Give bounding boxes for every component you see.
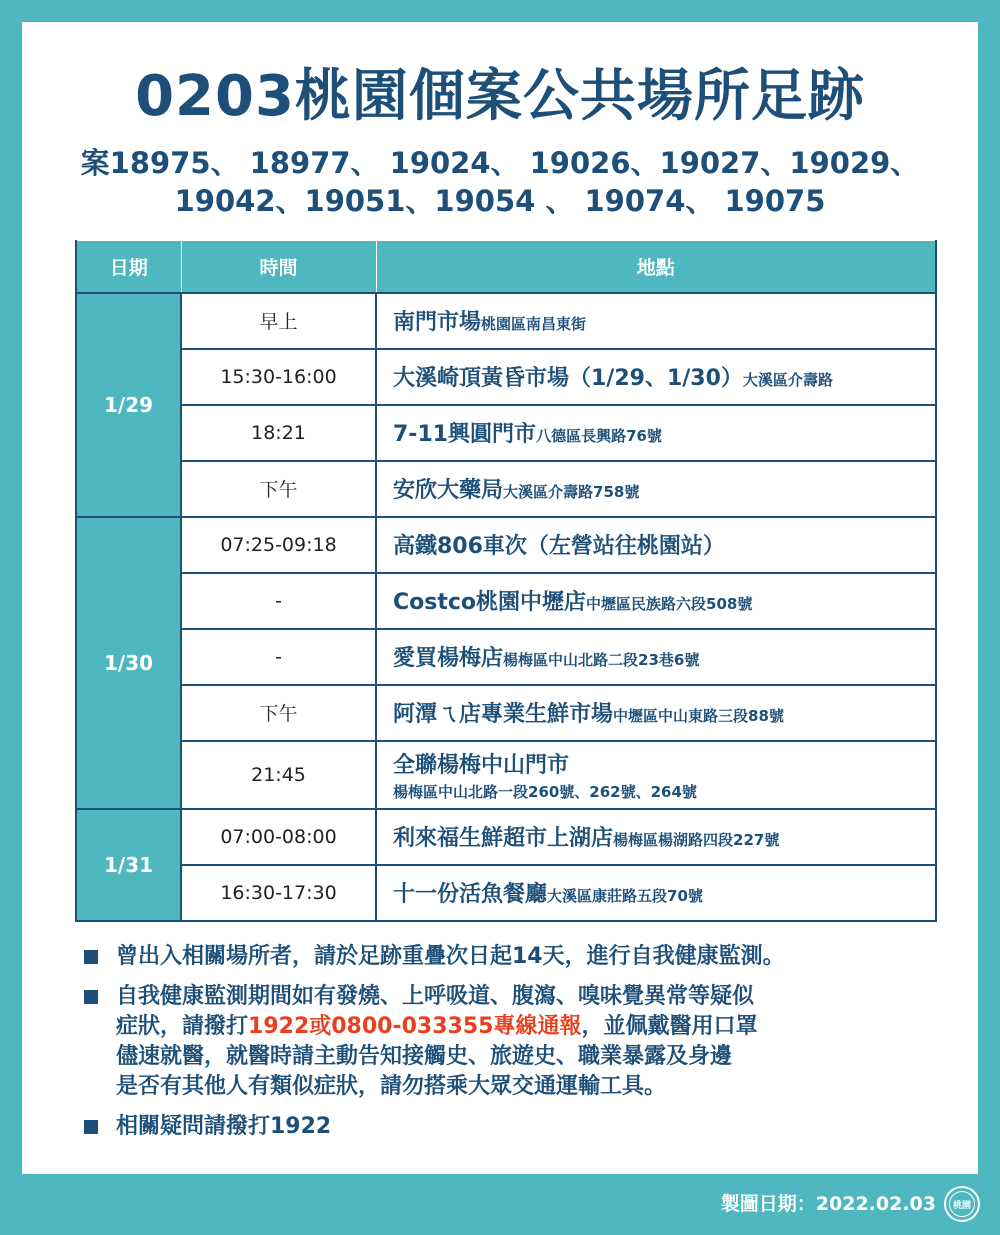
header-place: 地點 [376,241,936,293]
time-cell: 下午 [181,685,376,741]
note-text: 曾出入相關場所者，請於足跡重疊次日起14天，進行自我健康監測。 [116,944,785,969]
place-name: 利來福生鮮超市上湖店 [393,826,614,851]
place-name: 十一份活魚餐廳 [393,882,548,907]
case-numbers-line-1: 案18975、 18977、 19024、 19026、19027、19029、 [80,146,920,180]
note-text-line: 是否有其他人有類似症狀，請勿搭乘大眾交通運輸工具。 [116,1074,667,1099]
place-name: 高鐵806車次（左營站往桃園站） [393,534,725,559]
date-cell: 1/30 [76,517,181,809]
table-row [76,685,936,741]
header-date: 日期 [76,241,181,293]
note-text: 症狀，請撥打 [116,1014,249,1039]
table-row [76,809,936,865]
header-time: 時間 [181,241,376,293]
time-cell: - [181,573,376,629]
note-text: ，並佩戴醫用口罩 [581,1014,758,1039]
time-cell: 21:45 [181,741,376,809]
place-cell [376,741,936,809]
square-bullet-icon [84,1120,98,1134]
square-bullet-icon [84,990,98,1004]
time-cell: 16:30-17:30 [181,865,376,921]
place-cell [376,517,936,573]
place-name: Costco桃園中壢店 [393,590,587,615]
place-cell [376,685,936,741]
place-cell [376,349,936,405]
place-address: 大溪區康莊路五段70號 [547,887,703,905]
place-address: 楊梅區中山北路一段260號、262號、264號 [393,782,697,801]
place-cell [376,293,936,349]
note-text-line [116,1012,952,1042]
production-date: 製圖日期：2022.02.03 [720,1193,936,1215]
time-cell: 早上 [181,293,376,349]
note-text-line: 自我健康監測期間如有發燒、上呼吸道、腹瀉、嗅味覺異常等疑似 [116,984,755,1009]
time-cell: 07:25-09:18 [181,517,376,573]
case-numbers [22,144,978,220]
table-row [76,517,936,573]
square-bullet-icon [84,950,98,964]
place-name: 南門市場 [393,310,482,335]
note-item [82,982,952,1102]
itinerary-table [75,240,937,922]
case-numbers-line-2: 19042、19051、19054 、 19074、 19075 [174,184,826,218]
place-name: 安欣大藥局 [393,478,504,503]
place-cell [376,865,936,921]
taoyuan-seal-logo [944,1186,980,1222]
note-item [82,942,952,972]
note-item [82,1112,952,1142]
page-title: 0203桃園個案公共場所足跡 [135,64,865,129]
place-address: 楊梅區中山北路二段23巷6號 [503,651,700,669]
table-row [76,461,936,517]
table-row [76,405,936,461]
table-row [76,293,936,349]
place-address: 大溪區介壽路 [742,371,833,389]
table-row [76,741,936,809]
place-name: 愛買楊梅店 [393,646,504,671]
place-cell [376,405,936,461]
hotline-highlight: 1922或0800-033355專線通報 [248,1014,582,1039]
place-address: 桃園區南昌東街 [481,315,587,333]
table-row [76,865,936,921]
table-header-row [76,241,936,293]
date-cell: 1/29 [76,293,181,517]
notes-section [82,942,952,1152]
place-address: 八德區長興路76號 [536,427,662,445]
seal-text: 桃園 [949,1191,975,1217]
time-cell: 15:30-16:00 [181,349,376,405]
note-text: 相關疑問請撥打1922 [116,1114,332,1139]
time-cell: 07:00-08:00 [181,809,376,865]
place-cell [376,573,936,629]
place-cell [376,809,936,865]
place-address: 楊梅區楊湖路四段227號 [613,831,780,849]
time-cell: 下午 [181,461,376,517]
date-cell: 1/31 [76,809,181,921]
place-address: 中壢區民族路六段508號 [586,595,753,613]
note-text-line: 儘速就醫，就醫時請主動告知接觸史、旅遊史、職業暴露及身邊 [116,1044,733,1069]
place-cell [376,629,936,685]
place-name: 全聯楊梅中山門市 [393,752,570,778]
place-name: 大溪崎頂黃昏市場（1/29、1/30） [393,366,743,391]
table-row [76,349,936,405]
place-address: 中壢區中山東路三段88號 [613,707,784,725]
table-row [76,573,936,629]
place-name: 7-11興圓門市 [393,422,537,447]
place-address: 大溪區介壽路758號 [503,483,640,501]
time-cell: - [181,629,376,685]
place-name: 阿潭ㄟ店專業生鮮市場 [393,702,614,727]
time-cell: 18:21 [181,405,376,461]
place-cell [376,461,936,517]
table-row [76,629,936,685]
